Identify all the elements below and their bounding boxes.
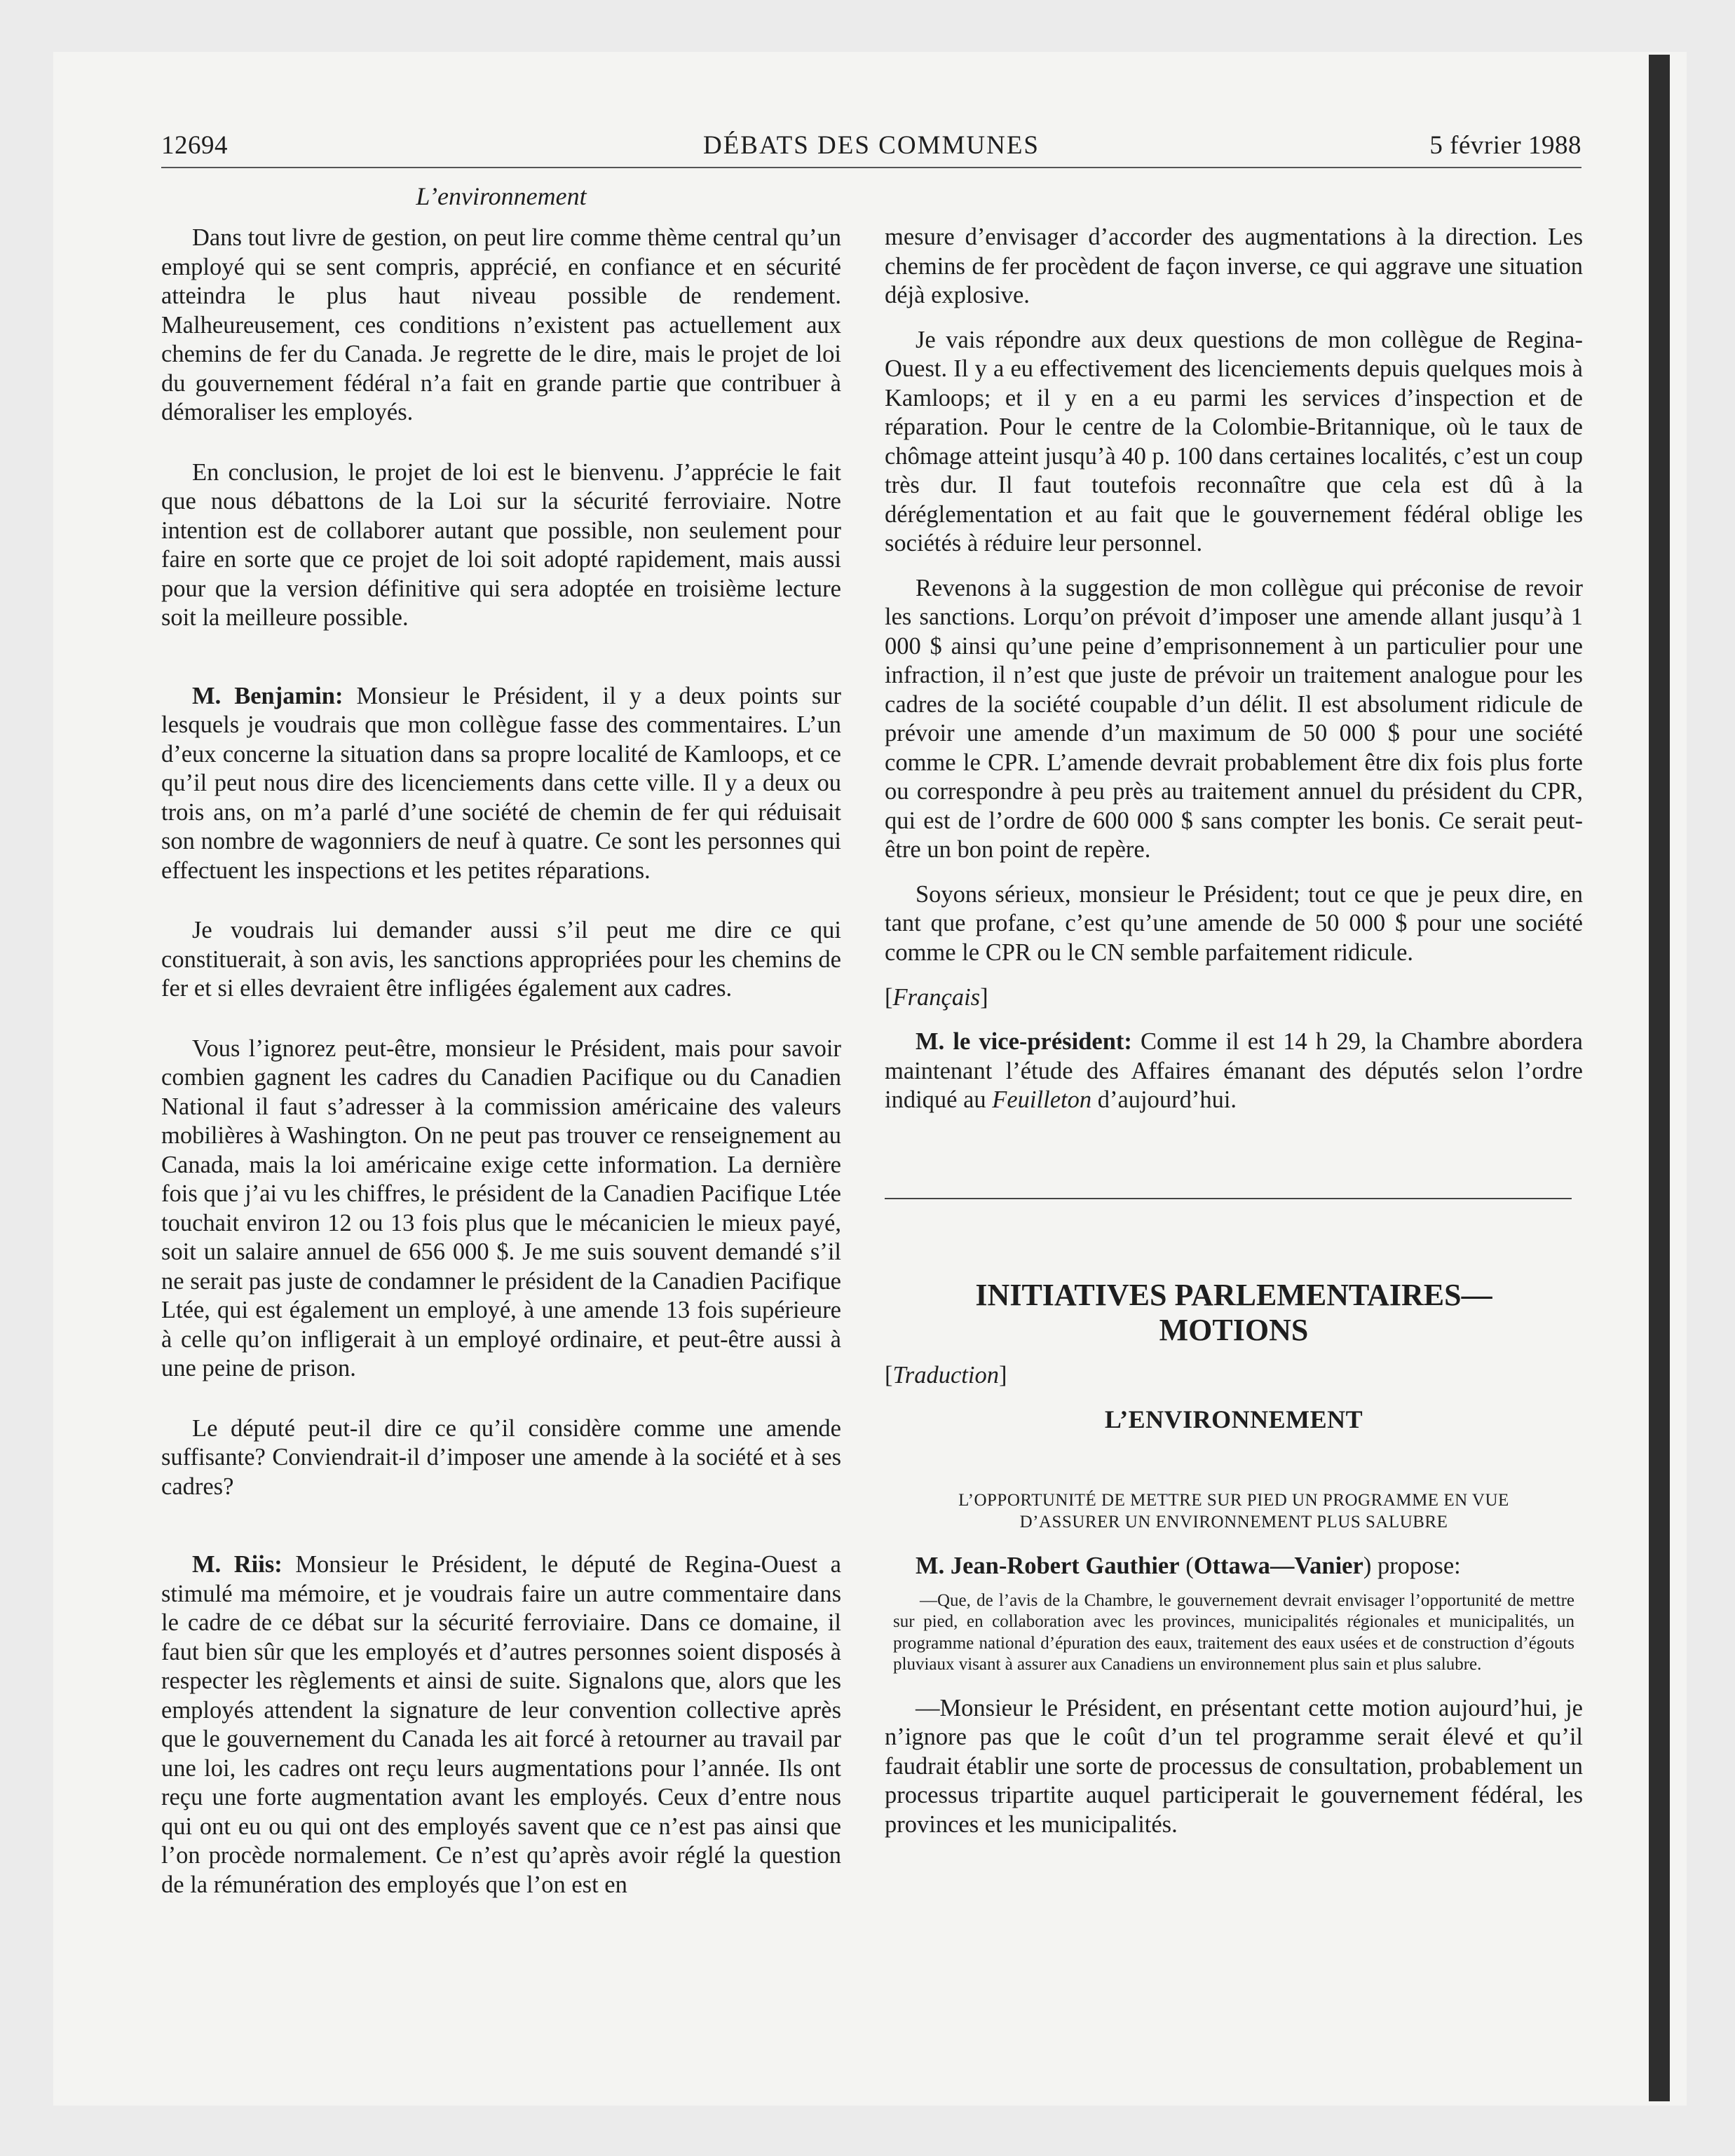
page-header — [161, 130, 1581, 168]
language-tag: [Traduction] — [885, 1361, 1007, 1389]
mover-riding: Ottawa—Vanier — [1193, 1552, 1363, 1579]
paragraph: Dans tout livre de gestion, on peut lire comme thème central qu’un employé qui se sent compris, apprécié, en confiance et en sécurité atteindra le plus haut niveau possible de rendement. Malheureusement, ces conditions n’existent pas actuellement aux chemins de fer du Canada. Je regrette de le dire, mais le projet de loi du gouvernement fédéral n’a fait en grande partie que contribuer à démoraliser les employés. — [161, 224, 841, 425]
scan-edge-bar — [1649, 55, 1670, 2101]
paragraph: Soyons sérieux, monsieur le Président; tout ce que je peux dire, en tant que profane, c’est qu’une amende de 50 000 $ pour une société comme le CPR ou le CN semble parfaitement ridicule. — [885, 880, 1583, 966]
speaker-name: M. Benjamin: — [192, 682, 343, 709]
paragraph: Revenons à la suggestion de mon collègue qui préconise de revoir les sanctions. Lorqu’on prévoit d’imposer une amende allant jusqu’à 1 000 $ ainsi qu’une peine d’emprisonnement à un particulier pour une infraction, il n’est que juste de prévoir un traitement analogue pour les cadres de la société coupable d’un délit. Il est absolument ridicule de prévoir une amende d’un maximum de 50 000 $ pour une société comme le CPR. L’amende devrait probablement être dix fois plus forte ou correspondre à peu près au traitement annuel du président du CPR, qui est de l’ordre de 600 000 $ sans compter les bonis. Ce serait peut-être un bon point de repère. — [885, 574, 1583, 863]
paragraph: Je voudrais lui demander aussi s’il peut me dire ce qui constituerait, à son avis, les sanctions appropriées pour les chemins de fer et si elles devraient être infligées également aux cadres. — [161, 917, 841, 1002]
paragraph: Le député peut-il dire ce qu’il considère comme une amende suffisante? Conviendrait-il d’imposer une amende à la société et à ses cadres? — [161, 1414, 841, 1500]
issue-date: 5 février 1988 — [1429, 131, 1581, 160]
paragraph — [161, 682, 841, 886]
paragraph: En conclusion, le projet de loi est le bienvenu. J’apprécie le fait que nous débattons de la Loi sur la sécurité ferroviaire. Notre intention est de collaborer autant que possible, non seulement pour faire en sorte que ce projet de loi soit adopté rapidement, mais aussi pour que la version définitive qui sera adoptée en troisième lecture soit la meilleure possible. — [161, 458, 841, 631]
section-heading: INITIATIVES PARLEMENTAIRES— MOTIONS — [975, 1277, 1492, 1347]
mover-name: M. Jean-Robert Gauthier — [916, 1552, 1180, 1579]
motion-title: L’OPPORTUNITÉ DE METTRE SUR PIED UN PROGRAMME EN VUE D’ASSURER UN ENVIRONNEMENT PLUS SALUBRE — [958, 1490, 1509, 1531]
paragraph: M. le vice-président: Comme il est 14 h 29, la Chambre abordera maintenant l’étude des Affaires émanant des députés selon l’ordre indiqué au Feuilleton d’aujourd’hui. — [885, 1028, 1583, 1113]
section-title: L’environnement — [416, 182, 587, 210]
italic-term: Feuilleton — [992, 1086, 1092, 1113]
right-column — [885, 223, 1583, 1839]
page-number: 12694 — [161, 131, 228, 160]
speaker-name: M. Riis: — [192, 1551, 283, 1578]
left-column — [161, 179, 841, 1899]
speech-text: Monsieur le Président, il y a deux points sur lesquels je voudrais que mon collègue fasse des commentaires. L’un d’eux concerne la situation dans sa propre localité de Kamloops, et ce qu’il peut nous dire des licenciements dans cette ville. Il y a deux ou trois ans, on m’a parlé d’une société de chemin de fer qui réduisait son nombre de wagonniers de neuf à quatre. Ce sont les personnes qui effectuent les inspections et les petites réparations. — [161, 682, 841, 884]
mover-line: M. Jean-Robert Gauthier (Ottawa—Vanier) propose: — [916, 1552, 1461, 1579]
paragraph: Je vais répondre aux deux questions de mon collègue de Regina-Ouest. Il y a eu effectivement des licenciements depuis quelques mois à Kamloops; et il y en a eu parmi les services d’inspection et de réparation. Pour le centre de la Colombie-Britannique, où le taux de chômage atteint jusqu’à 40 p. 100 dans certaines localités, c’est un coup très dur. Il faut toutefois reconnaître que cela est dû à la déréglementation et au fait que le gouvernement fédéral oblige les sociétés à réduire leur personnel. — [885, 326, 1583, 557]
motion-text: —Que, de l’avis de la Chambre, le gouvernement devrait envisager l’opportunité de mettre sur pied, en collaboration avec les provinces, municipalités régionales et municipalités, un programme national d’épuration des eaux, traitement des eaux usées et de construction d’égouts pluviaux visant à assurer aux Canadiens un environnement plus sain et plus salubre. — [893, 1590, 1574, 1674]
speaker-name: M. le vice-président: — [916, 1028, 1132, 1055]
paragraph: —Monsieur le Président, en présentant cette motion aujourd’hui, je n’ignore pas que le coût d’un tel programme serait élevé et qu’il faudrait établir une sorte de processus de consultation, probablement un processus tripartite auquel participerait le gouvernement fédéral, les provinces et les municipalités. — [885, 1694, 1583, 1838]
paragraph: mesure d’envisager d’accorder des augmentations à la direction. Les chemins de fer procèdent de façon inverse, ce qui aggrave une situation déjà explosive. — [885, 224, 1583, 308]
journal-title: DÉBATS DES COMMUNES — [702, 131, 1040, 160]
speech-text: Monsieur le Président, le député de Regina-Ouest a stimulé ma mémoire, et je voudrais faire un autre commentaire dans le cadre de ce débat sur la sécurité ferroviaire. Dans ce domaine, il faut bien sûr que les employés et d’autres personnes soient disposés à respecter les règlements et ainsi de suite. Signalons que, alors que les employés attendent la signature de leur convention collective après que le gouvernement du Canada les ait forcé à retourner au travail par une loi, les cadres ont reçu leurs augmentations pour l’année. Ils ont reçu une forte augmentation avant les employés. Ceux d’entre nous qui ont eu ou qui ont des employés savent que ce n’est pas ainsi que l’on procède normalement. Ce n’est qu’après avoir réglé la question de la rémunération des employés que l’on est en — [161, 1551, 841, 1898]
subject-heading: L’ENVIRONNEMENT — [1104, 1405, 1363, 1433]
paragraph — [161, 1550, 841, 1899]
language-tag: [Français] — [885, 984, 988, 1011]
paragraph: Vous l’ignorez peut-être, monsieur le Président, mais pour savoir combien gagnent les cadres du Canadien Pacifique ou du Canadien National il faut s’adresser à la commission américaine des valeurs mobilières à Washington. On ne peut pas trouver ce renseignement au Canada, mais la loi américaine exige cette information. La dernière fois que j’ai vu les chiffres, le président de la Canadien Pacifique Ltée touchait environ 12 ou 13 fois plus que le mécanicien le mieux payé, soit un salaire annuel de 656 000 $. Je me suis souvent demandé s’il ne serait pas juste de condamner le président de la Canadien Pacifique Ltée, qui est également un employé, à une amende 13 fois supérieure à celle qu’on infligerait à un employé ordinaire, et peut-être aussi à une peine de prison. — [161, 1035, 841, 1381]
